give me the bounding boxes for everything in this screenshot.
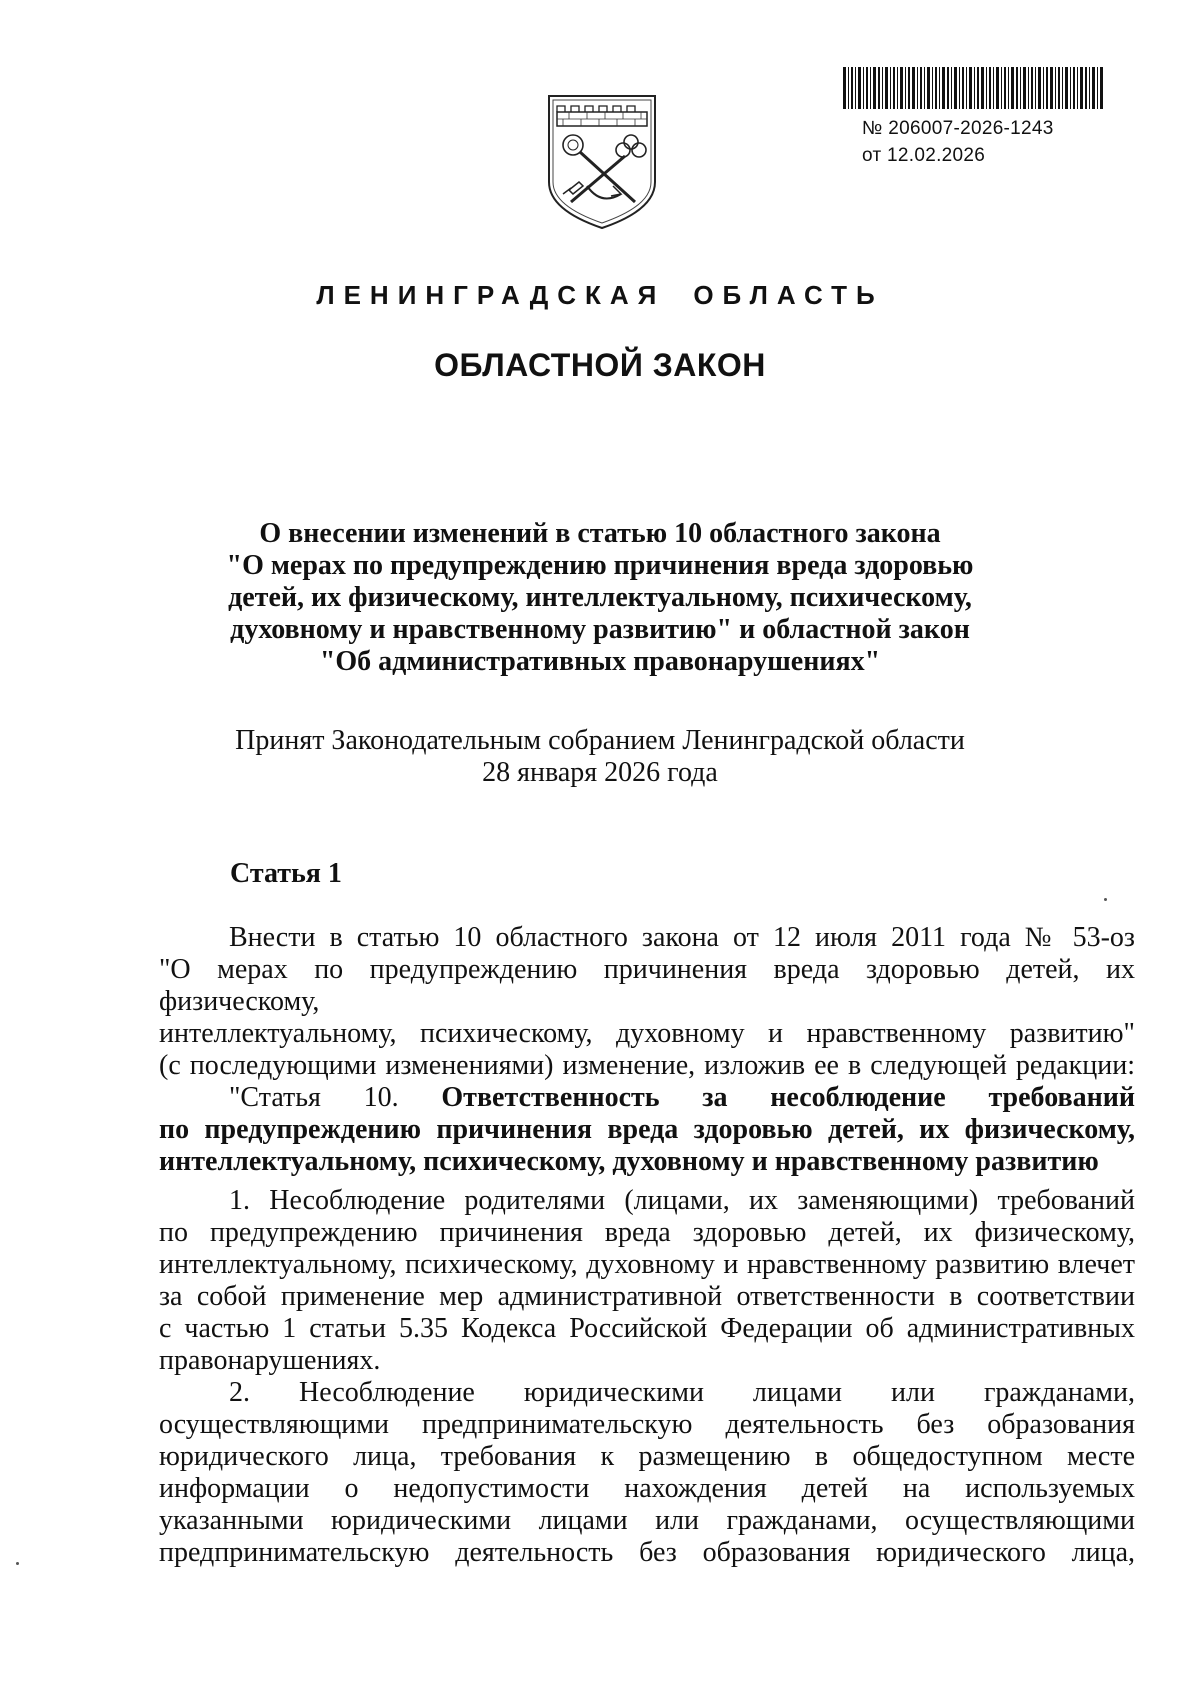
- paragraph-1: [159, 1185, 1135, 1377]
- law-title-line: духовному и нравственному развитию" и областной закон: [230, 614, 970, 645]
- paragraph-line: интеллектуальному, психическому, духовному и нравственному развитию влечет: [159, 1249, 1135, 1280]
- registration-date: от 12.02.2026: [862, 145, 986, 166]
- article-heading: Статья 1: [230, 858, 342, 889]
- document-type: ОБЛАСТНОЙ ЗАКОН: [434, 347, 766, 383]
- law-title-line: "Об административных правонарушениях": [319, 646, 881, 677]
- paragraph-line: за собой применение мер административной ответственности в соответствии: [159, 1281, 1135, 1312]
- law-title-line: "О мерах по предупреждению причинения вреда здоровью: [226, 550, 974, 581]
- adoption-note: [160, 725, 1040, 789]
- region-name: [0, 278, 1200, 312]
- paragraph-line: информации о недопустимости нахождения детей на используемых: [159, 1473, 1135, 1504]
- paragraph-line: осуществляющими предпринимательскую деятельность без образования: [159, 1409, 1135, 1440]
- paragraph-line: юридического лица, требования к размещению в общедоступном месте: [159, 1441, 1135, 1472]
- new-article-title-line: по предупреждению причинения вреда здоровью детей, их физическому,: [159, 1114, 1135, 1145]
- paragraph-line: с частью 1 статьи 5.35 Кодекса Российской Федерации об административных: [159, 1313, 1135, 1344]
- scan-speck: [1104, 898, 1107, 901]
- new-article-title-start: Ответственность за несоблюдение требований: [441, 1082, 1136, 1113]
- registration-number: № 206007-2026-1243: [862, 118, 1054, 139]
- new-article-title-line: интеллектуальному, психическому, духовному и нравственному развитию: [159, 1146, 1099, 1177]
- barcode-image: [843, 67, 1103, 109]
- law-title: [160, 518, 1040, 678]
- adoption-body: Принят Законодательным собранием Ленинградской области: [235, 725, 965, 756]
- scan-speck: [16, 1562, 19, 1565]
- intro-line: "О мерах по предупреждению причинения вреда здоровью детей, их физическому,: [159, 954, 1135, 1017]
- law-title-line: О внесении изменений в статью 10 областного закона: [259, 518, 941, 549]
- region-word-1: ЛЕНИНГРАДСКАЯ: [316, 280, 666, 310]
- new-article-prefix: "Статья 10.: [229, 1082, 399, 1113]
- paragraph-line: по предупреждению причинения вреда здоровью детей, их физическому,: [159, 1217, 1135, 1248]
- article-intro: [159, 922, 1135, 1178]
- adoption-date: 28 января 2026 года: [482, 757, 718, 788]
- intro-line: (с последующими изменениями) изменение, изложив ее в следующей редакции:: [159, 1050, 1135, 1081]
- region-word-2: ОБЛАСТЬ: [693, 280, 884, 310]
- paragraph-line: 1. Несоблюдение родителями (лицами, их заменяющими) требований: [229, 1185, 1135, 1216]
- coat-of-arms-icon: [543, 90, 661, 230]
- registration-stamp: [862, 115, 1054, 169]
- paragraph-2: [159, 1377, 1135, 1569]
- law-title-line: детей, их физическому, интеллектуальному, психическому,: [228, 582, 972, 613]
- new-article-title-line: [159, 1082, 1135, 1114]
- paragraph-line: указанными юридическими лицами или гражданами, осуществляющими: [159, 1505, 1135, 1536]
- paragraph-line: правонарушениях.: [159, 1345, 381, 1376]
- paragraph-line: предпринимательскую деятельность без образования юридического лица,: [159, 1537, 1135, 1568]
- intro-line: Внести в статью 10 областного закона от 12 июля 2011 года № 53-оз: [229, 922, 1135, 953]
- paragraph-line: 2. Несоблюдение юридическими лицами или гражданами,: [229, 1377, 1135, 1408]
- intro-line: интеллектуальному, психическому, духовному и нравственному развитию": [159, 1018, 1135, 1049]
